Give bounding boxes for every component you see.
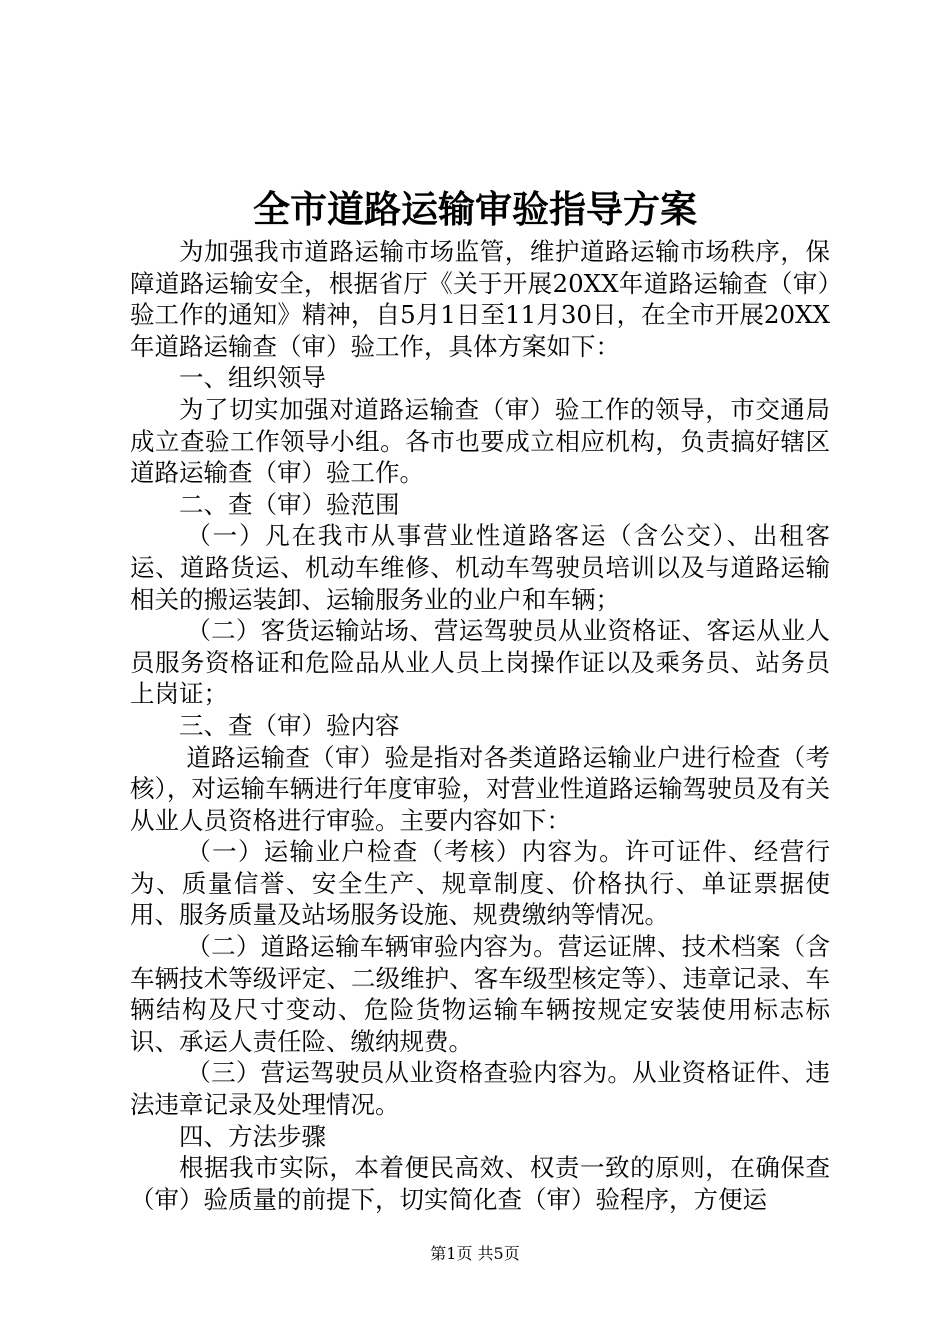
page-number-footer: 第1页 共5页 <box>430 1244 520 1263</box>
method-paragraph: 根据我市实际，本着便民高效、权责一致的原则，在确保查（审）验质量的前提下，切实简化查（审）验程序，方便运 <box>130 1153 830 1214</box>
scope-item-2: （二）客货运输站场、营运驾驶员从业资格证、客运从业人员服务资格证和危险品从业人员上岗操作证以及乘务员、站务员上岗证； <box>130 616 830 709</box>
document-title: 全市道路运输审验指导方案 <box>253 188 697 231</box>
section-heading-method: 四、方法步骤 <box>179 1121 326 1151</box>
scope-item-1: （一）凡在我市从事营业性道路客运（含公交）、出租客运、道路货运、机动车维修、机动车驾驶员培训以及与道路运输相关的搬运装卸、运输服务业的业户和车辆； <box>130 521 830 614</box>
section-heading-scope: 二、查（审）验范围 <box>179 489 400 519</box>
content-paragraph: 道路运输查（审）验是指对各类道路运输业户进行检查（考核），对运输车辆进行年度审验，对营业性道路运输驾驶员及有关从业人员资格进行审验。主要内容如下： <box>130 742 830 835</box>
content-item-1: （一）运输业户检查（考核）内容为。许可证件、经营行为、质量信誉、安全生产、规章制度、价格执行、单证票据使用、服务质量及站场服务设施、规费缴纳等情况。 <box>130 837 830 930</box>
content-item-2: （二）道路运输车辆审验内容为。营运证牌、技术档案（含车辆技术等级评定、二级维护、客车级型核定等）、违章记录、车辆结构及尺寸变动、危险货物运输车辆按规定安装使用标志标识、承运人责任险、缴纳规费。 <box>130 932 830 1056</box>
section-heading-leadership: 一、组织领导 <box>179 363 326 393</box>
content-item-3: （三）营运驾驶员从业资格查验内容为。从业资格证件、违法违章记录及处理情况。 <box>130 1058 830 1120</box>
document-body <box>130 236 830 1215</box>
section-heading-content: 三、查（审）验内容 <box>179 710 400 740</box>
leadership-paragraph: 为了切实加强对道路运输查（审）验工作的领导，市交通局成立查验工作领导小组。各市也要成立相应机构，负责搞好辖区道路运输查（审）验工作。 <box>130 394 830 488</box>
intro-paragraph: 为加强我市道路运输市场监管，维护道路运输市场秩序，保障道路运输安全，根据省厅《关于开展20XX年道路运输查（审）验工作的通知》精神，自5月1日至11月30日，在全市开展20XX年道路运输查（审）验工作，具体方案如下： <box>130 237 830 361</box>
